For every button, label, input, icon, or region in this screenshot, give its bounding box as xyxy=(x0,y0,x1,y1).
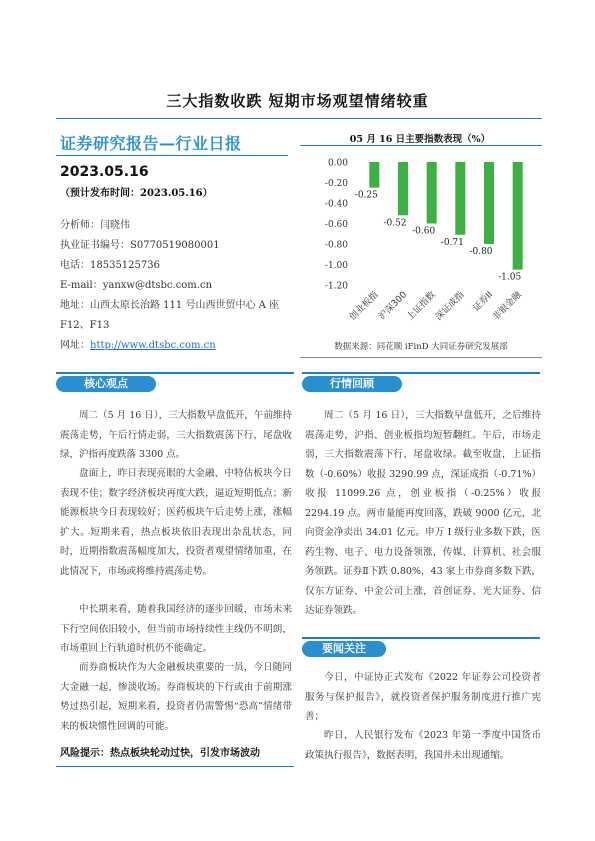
report-date: 2023.05.16 xyxy=(60,164,149,180)
y-tick-label: 0.00 xyxy=(327,158,348,169)
chart-source-divider xyxy=(300,357,542,358)
x-category-label: 深证成指 xyxy=(433,290,467,323)
bar-value-label: -0.52 xyxy=(383,218,407,229)
bar xyxy=(484,162,494,244)
x-category-label: 上证指数 xyxy=(405,290,438,323)
news-heading: 要闻关注 xyxy=(302,641,386,657)
analyst-phone: 电话：18535125736 xyxy=(60,260,160,271)
core-viewpoint-header xyxy=(56,372,294,390)
bar-value-label: -0.80 xyxy=(469,247,493,257)
expected-release: （预计发布时间：2023.05.16） xyxy=(60,188,213,199)
y-tick-label: -0.20 xyxy=(324,179,348,189)
index-performance-chart xyxy=(300,150,542,338)
bar-value-label: -0.71 xyxy=(440,237,464,248)
x-category-label: 沪深300 xyxy=(377,290,410,323)
chart-title-divider xyxy=(300,145,542,146)
y-tick-label: -0.60 xyxy=(324,220,348,230)
analyst-address: 地址：山西太原长治路 111 号山西世贸中心 A 座 xyxy=(60,300,280,311)
news-paragraph-1: 今日，中证协正式发布《2022 年证券公司投资者服务与保护报告》，就投资者保护服务制度进行推广宪善； xyxy=(305,672,541,722)
x-category-label: 非银金融 xyxy=(491,290,524,323)
bar xyxy=(455,162,465,235)
website-label: 网址： xyxy=(60,340,90,351)
core-paragraph-1: 周二（5 月 16 日），三大指数早盘低开，午前维持震荡走势，午后行情走弱，三大指数震荡下行，尾盘收绿，沪指再度跌落 3300 点。 xyxy=(60,410,292,460)
core-paragraph-2: 盘面上，昨日表现亮眼的大金融、中特估板块今日表现不佳；数字经济板块再度大跌，逼近短期低点；新能源板块今日表现较好；医药板块午后走势上涨，涨幅扩大。短期来看，热点板块依旧表现出杂乱状态，同时，近期指数震荡幅度加大，投资者观望情绪加重，在此情况下，市场或将维持震荡走势。 xyxy=(60,468,292,577)
news-paragraph-2: 昨日，人民银行发布《2023 年第一季度中国货币政策执行报告》，数据表明，我国并未出现通缩。 xyxy=(305,730,541,761)
market-review-paragraph: 周二（5 月 16 日），三大指数早盘低开，之后维持震荡走势，沪指、创业板指均短暂翻红。午后，市场走弱，三大指数震荡下行，尾盘收绿。截至收盘，上证指数（-0.60%）收报 3290.99 点，深证成指（-0.71%）收报 11099.26 点，创业板指（-0.25%）收报 2294.19 点。两市量能再度回落，跌破 9000 亿元，北向资金净卖出 34.01 亿元。申万 I 级行业多数下跌，医药生物、电子、电力设备领涨，传媒、计算机、社会服务领跌。证券Ⅱ下跌 0.80%，43 家上市券商多数下跌，仅东方证券、中金公司上涨，首创证券、光大证券、信达证券领跌。 xyxy=(305,410,541,616)
x-category-label: 证券II xyxy=(471,290,496,314)
analyst-name: 分析师：闫晓伟 xyxy=(60,220,130,231)
bar-value-label: -0.60 xyxy=(412,226,436,237)
analyst-email: E-mail：yanxw@dtsbc.com.cn xyxy=(60,280,213,291)
chart-title: 05 月 16 日主要指数表现（%） xyxy=(349,134,491,145)
risk-warning: 风险提示：热点板块轮动过快，引发市场波动 xyxy=(60,748,260,759)
bar xyxy=(513,162,523,270)
report-headline: 三大指数收跌 短期市场观望情绪较重 xyxy=(166,92,429,110)
y-tick-label: -1.00 xyxy=(324,261,348,271)
risk-divider xyxy=(56,766,294,767)
bar xyxy=(398,162,408,215)
report-type-divider xyxy=(56,155,288,156)
bar-value-label: -1.05 xyxy=(498,272,522,283)
headline-divider xyxy=(56,118,542,119)
y-tick-label: -0.80 xyxy=(324,240,348,251)
market-review-heading: 行情回顾 xyxy=(302,376,402,392)
core-viewpoint-heading: 核心观点 xyxy=(56,376,156,392)
y-tick-label: -0.40 xyxy=(324,199,348,210)
analyst-address-floor: F12、F13 xyxy=(60,320,110,331)
y-tick-label: -1.20 xyxy=(324,281,348,292)
website-link[interactable]: http://www.dtsbc.com.cn xyxy=(90,340,216,351)
analyst-cert: 执业证书编号：S0770519080001 xyxy=(60,240,220,251)
report-type: 证券研究报告—行业日报 xyxy=(60,134,242,153)
core-paragraph-4: 而券商板块作为大金融板块重要的一员，今日随同大金融一起，惨淡收场。券商板块的下行或由于前期涨势过热引起，短期来看，投资者仍需警惕“恐高”情绪带来的板块惯性回调的可能。 xyxy=(60,662,292,732)
core-paragraph-3: 中长期来看，随着我国经济的逐步回暖，市场未来下行空间依旧较小，但当前市场持续性主线仍不明朗，市场重回上行轨道时机仍不能确定。 xyxy=(60,604,292,654)
bar xyxy=(369,162,379,188)
news-header xyxy=(302,637,540,655)
bar-value-label: -0.25 xyxy=(354,190,378,201)
bar xyxy=(427,162,437,224)
website-row xyxy=(60,336,216,351)
x-category-label: 创业板指 xyxy=(347,290,381,323)
market-review-header xyxy=(302,372,540,390)
chart-source: 数据来源：同花顺 iFinD 大同证券研究发展部 xyxy=(334,342,508,352)
